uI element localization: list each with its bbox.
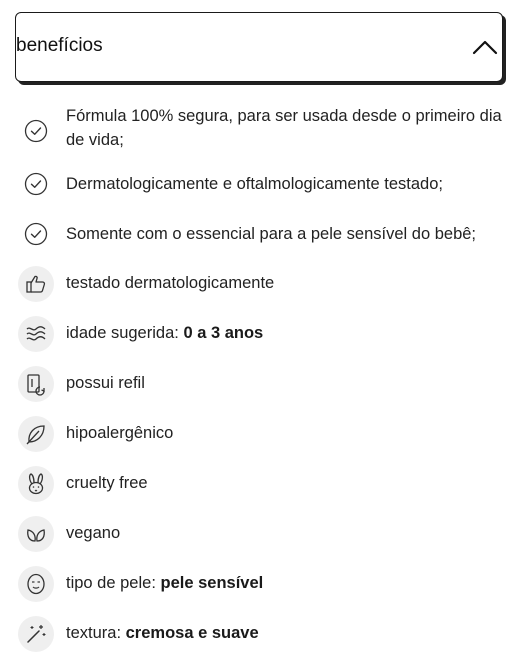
attribute-label: hipoalergênico <box>66 424 174 442</box>
waves-icon <box>18 316 54 352</box>
attribute-value: cremosa e suave <box>125 624 259 642</box>
accordion-title: benefícios <box>16 35 103 56</box>
benefit-text: Dermatologicamente e oftalmologicamente testado; <box>66 175 443 193</box>
check-circle-icon <box>18 216 54 252</box>
check-circle-icon <box>18 113 54 149</box>
attribute-label: textura: <box>66 624 122 642</box>
benefit-text: Fórmula 100% segura, para ser usada desde o primeiro dia de vida; <box>66 107 502 149</box>
sprout-icon <box>18 516 54 552</box>
leaf-icon <box>18 416 54 452</box>
chevron-up-icon[interactable] <box>470 35 500 59</box>
attribute-label: tipo de pele: <box>66 574 156 592</box>
attribute-value: pele sensível <box>160 574 264 592</box>
attribute-label: testado dermatologicamente <box>66 274 275 292</box>
check-circle-icon <box>18 166 54 202</box>
attribute-label: possui refil <box>66 374 145 392</box>
attribute-value: 0 a 3 anos <box>183 324 264 342</box>
thumbs-up-icon <box>18 266 54 302</box>
attribute-label: cruelty free <box>66 474 148 492</box>
magic-wand-icon <box>18 616 54 652</box>
bunny-icon <box>18 466 54 502</box>
benefits-accordion-header[interactable] <box>15 12 503 82</box>
attribute-label: idade sugerida: <box>66 324 179 342</box>
refill-icon <box>18 366 54 402</box>
face-icon <box>18 566 54 602</box>
attribute-label: vegano <box>66 524 121 542</box>
benefit-text: Somente com o essencial para a pele sensível do bebê; <box>66 225 477 243</box>
